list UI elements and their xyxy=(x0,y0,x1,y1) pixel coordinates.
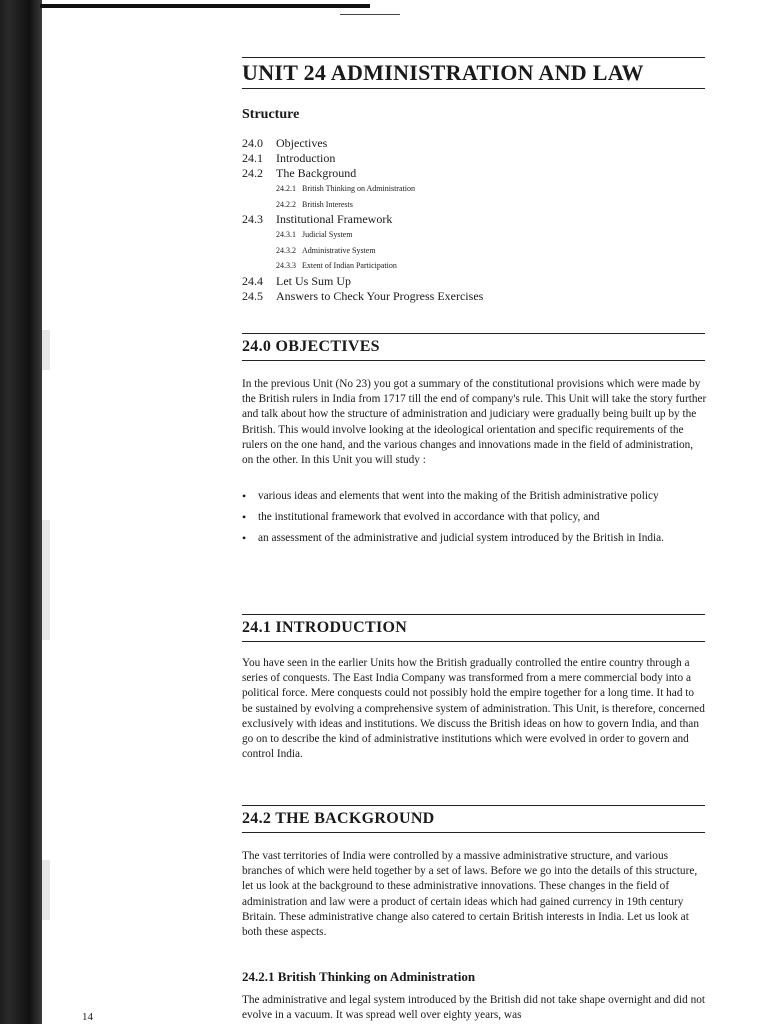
structure-subitem xyxy=(242,243,483,259)
structure-item-number: 24.3.2 xyxy=(276,245,296,255)
background-paragraph: The vast territories of India were controlled by a massive administrative structure, and various branches of which were held together by a set of laws. Before we go into the details of this structure, let us look at the background to these administrative innovations. These changes in the field of administration and law were a product of certain ideas which had gained currency in 19th century Britain. These administrative change also catered to certain British interests in India. Let us look at both these aspects. xyxy=(242,850,698,939)
section-rule-top xyxy=(242,805,705,806)
section-heading-objectives: 24.0 OBJECTIVES xyxy=(242,338,380,355)
section-rule-top xyxy=(242,614,705,615)
objectives-bullet-list xyxy=(242,489,707,553)
structure-item-number: 24.1 xyxy=(242,151,263,165)
scan-artifact xyxy=(42,860,50,920)
structure-item-number: 24.0 xyxy=(242,136,263,150)
objective-bullet-text: various ideas and elements that went into the making of the British administrative policy xyxy=(258,490,659,502)
structure-subitem xyxy=(242,258,483,274)
structure-item xyxy=(242,136,483,151)
structure-item-label: Answers to Check Your Progress Exercises xyxy=(276,288,484,303)
title-rule-top xyxy=(242,57,705,58)
structure-item-number: 24.2.1 xyxy=(276,184,296,193)
objectives-paragraph: In the previous Unit (No 23) you got a summary of the constitutional provisions which were made by the British rulers in India from 1717 till the end of company's rule. This Unit will take the story further and talk about how the structure of administration and judiciary were gradually being built up by the British. This would involve looking at the ideological orientation and specific requirements of the rulers on the one hand, and the various changes and innovations made in the field of administration, on the other. In this Unit you will study : xyxy=(242,378,707,467)
objective-bullet-text: the institutional framework that evolved in accordance with that policy, and xyxy=(258,511,600,524)
book-spine-shadow xyxy=(0,0,42,1024)
section-rule-bottom xyxy=(242,360,705,361)
bullet-dot-icon: • xyxy=(242,489,247,503)
bullet-dot-icon: • xyxy=(242,531,247,546)
objective-bullet-text: an assessment of the administrative and judicial system introduced by the British in India. xyxy=(258,532,664,545)
page-number: 14 xyxy=(82,1011,93,1023)
british-thinking-paragraph: The administrative and legal system introduced by the British did not take shape overnight and did not evolve in a vacuum. It was spread well over eighty years, was xyxy=(242,994,706,1022)
structure-item-number: 24.3.1 xyxy=(276,230,296,239)
structure-item-number: 24.2 xyxy=(242,166,263,180)
structure-item xyxy=(242,212,483,227)
structure-item-label: Extent of Indian Participation xyxy=(302,261,397,270)
section-rule-top xyxy=(242,333,705,334)
title-rule-bottom xyxy=(242,88,705,89)
structure-item-label: Administrative System xyxy=(302,245,376,255)
section-background xyxy=(242,810,707,828)
structure-subitem xyxy=(242,181,483,197)
structure-subitem xyxy=(242,197,483,213)
scan-top-edge-tail xyxy=(340,14,400,15)
structure-item xyxy=(242,274,483,289)
scan-artifact xyxy=(42,330,50,370)
structure-item-label: Let Us Sum Up xyxy=(276,273,351,288)
structure-subitem xyxy=(242,227,483,243)
subsection-heading-british-thinking: 24.2.1 British Thinking on Administration xyxy=(242,969,476,984)
section-objectives xyxy=(242,338,707,356)
objective-bullet-item xyxy=(242,531,707,546)
section-heading-background: 24.2 THE BACKGROUND xyxy=(242,810,435,827)
structure-item xyxy=(242,289,483,304)
scan-artifact xyxy=(42,520,50,640)
structure-item-number: 24.5 xyxy=(242,288,263,303)
structure-item-label: Judicial System xyxy=(302,230,353,239)
objective-bullet-item xyxy=(242,510,707,525)
structure-item-label: British Interests xyxy=(302,199,353,209)
structure-item-label: British Thinking on Administration xyxy=(302,184,415,193)
section-introduction xyxy=(242,619,707,637)
introduction-paragraph: You have seen in the earlier Units how the British gradually controlled the entire country through a series of conquests. The East India Company was transformed from a mere commercial body into a political force. Mere conquests could not possibly hold the empire together for a long time. It had to be sustained by evolving a comprehensive system of administration. This Unit, is therefore, concerned exclusively with ideas and institutions. We discuss the British ideas on how to govern India, and than go on to describe the kind of administrative institutions which were evolved in order to govern and control India. xyxy=(242,657,705,761)
structure-item-number: 24.3.3 xyxy=(276,261,296,270)
section-rule-bottom xyxy=(242,641,705,642)
structure-item-label: Objectives xyxy=(276,136,328,150)
unit-title: UNIT 24 ADMINISTRATION AND LAW xyxy=(242,60,644,85)
bullet-dot-icon: • xyxy=(242,510,247,525)
structure-item-label: Institutional Framework xyxy=(276,212,393,226)
structure-item-number: 24.2.2 xyxy=(276,199,296,209)
objective-bullet-item xyxy=(242,489,707,504)
structure-item-number: 24.3 xyxy=(242,212,263,226)
structure-item-label: The Background xyxy=(276,166,357,180)
scan-top-edge xyxy=(40,4,370,21)
structure-item xyxy=(242,151,483,166)
structure-item xyxy=(242,166,483,181)
section-heading-introduction: 24.1 INTRODUCTION xyxy=(242,619,408,636)
structure-item-label: Introduction xyxy=(276,151,336,165)
structure-title: Structure xyxy=(242,107,300,122)
section-rule-bottom xyxy=(242,832,705,833)
structure-list xyxy=(242,136,483,304)
structure-item-number: 24.4 xyxy=(242,273,263,288)
